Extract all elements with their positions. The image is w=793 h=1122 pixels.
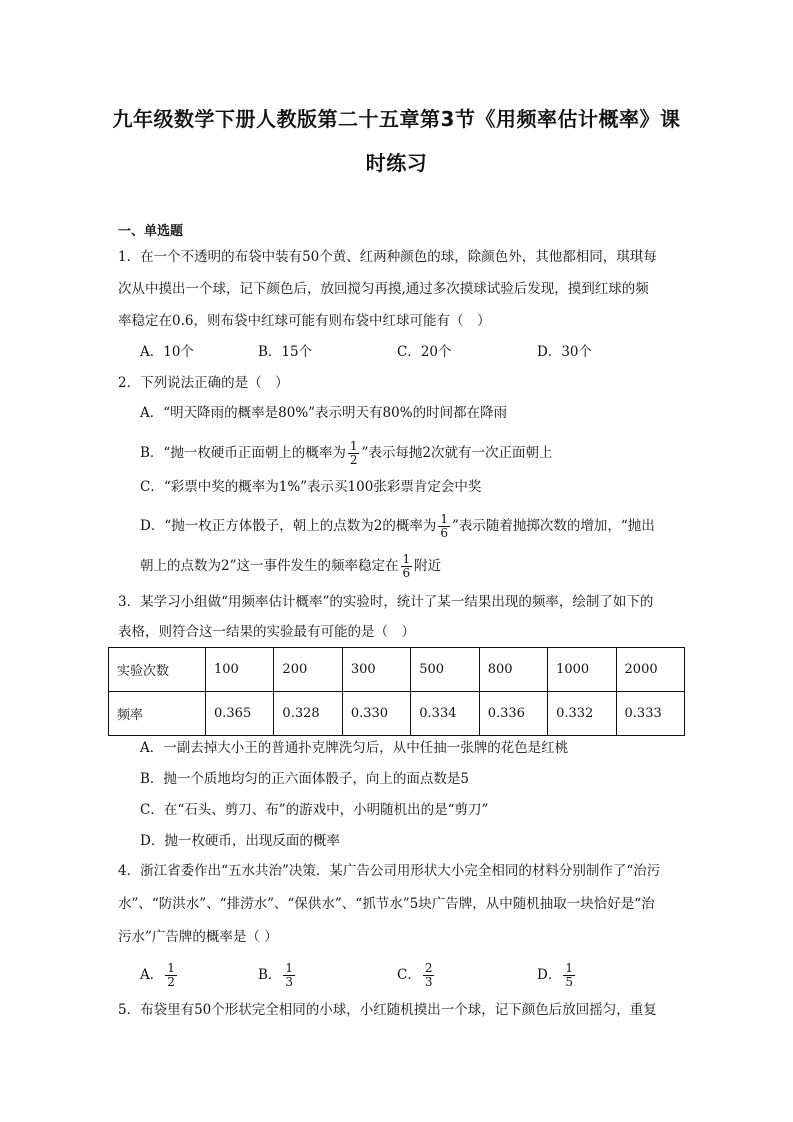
q2-stem: 2．下列说法正确的是（ ） bbox=[118, 375, 289, 391]
q4-option-b bbox=[258, 962, 297, 989]
table-cell: 500 bbox=[411, 648, 479, 692]
q2-option-d2-text-end: 附近 bbox=[414, 558, 442, 574]
table-cell: 0.365 bbox=[206, 692, 274, 736]
q3-line2: 表格，则符合这一结果的实验最有可能的是（ ） bbox=[118, 624, 415, 640]
q4-option-a bbox=[140, 962, 179, 989]
fraction-denominator: 6 bbox=[440, 526, 448, 540]
q2-option-d bbox=[140, 513, 655, 540]
table-cell: 300 bbox=[342, 648, 410, 692]
q3-option-a: A．一副去掉大小王的普通扑克牌洗匀后，从中任抽一张牌的花色是红桃 bbox=[140, 740, 569, 756]
q4-option-b-label: B． bbox=[258, 967, 282, 983]
table-cell: 0.328 bbox=[274, 692, 342, 736]
section-heading: 一、单选题 bbox=[118, 224, 184, 239]
q1-option-d: D．30个 bbox=[537, 344, 593, 360]
fraction-numerator: 2 bbox=[424, 961, 433, 975]
fraction-denominator: 3 bbox=[285, 975, 294, 989]
fraction-numerator: 1 bbox=[440, 512, 448, 526]
q1-line2: 次从中摸出一个球，记下颜色后，放回搅匀再摸,通过多次摸球试验后发现，摸到红球的频 bbox=[118, 281, 649, 297]
q4-option-d-label: D． bbox=[537, 967, 562, 983]
table-row bbox=[109, 692, 685, 736]
q4-option-d bbox=[537, 962, 577, 989]
fraction-numerator: 1 bbox=[285, 961, 294, 975]
table-header-cell: 实验次数 bbox=[109, 648, 206, 692]
table-cell: 1000 bbox=[548, 648, 616, 692]
q2-option-c: C．“彩票中奖的概率为1%”表示买100张彩票肯定会中奖 bbox=[140, 479, 482, 495]
frequency-table bbox=[108, 647, 685, 736]
fraction-numerator: 1 bbox=[565, 961, 573, 975]
q2-option-d2-text: 朝上的点数为2”这一事件发生的频率稳定在 bbox=[140, 558, 399, 574]
q4-option-d-fraction bbox=[563, 962, 575, 989]
q2-option-b-text: B．“抛一枚硬币正面朝上的概率为 bbox=[140, 445, 346, 461]
q1-option-b: B．15个 bbox=[258, 344, 313, 360]
q3-option-b: B．抛一个质地均匀的正六面体骰子，向上的面点数是5 bbox=[140, 771, 470, 787]
table-header-cell: 频率 bbox=[109, 692, 206, 736]
q2-option-b bbox=[140, 440, 552, 467]
q1-option-a: A．10个 bbox=[140, 344, 194, 360]
q1-line1: 1．在一个不透明的布袋中装有50个黄、红两种颜色的球，除颜色外，其他都相同，琪琪每 bbox=[118, 249, 657, 265]
q2-option-d-text: D．“抛一枚正方体骰子，朝上的点数为2的概率为 bbox=[140, 518, 437, 534]
q4-option-a-label: A． bbox=[140, 967, 164, 983]
page-title-line2: 时练习 bbox=[365, 151, 428, 175]
table-cell: 800 bbox=[479, 648, 547, 692]
q4-option-b-fraction bbox=[283, 962, 295, 989]
fraction-numerator: 1 bbox=[349, 439, 358, 453]
q3-option-d: D．抛一枚硬币，出现反面的概率 bbox=[140, 833, 340, 849]
q4-line1: 4．浙江省委作出“五水共治”决策．某广告公司用形状大小完全相同的材料分别制作了“治污 bbox=[118, 863, 661, 879]
fraction-denominator: 5 bbox=[565, 975, 573, 989]
q1-option-c: C．20个 bbox=[397, 344, 452, 360]
q5-line1: 5．布袋里有50个形状完全相同的小球，小红随机摸出一个球，记下颜色后放回摇匀，重复 bbox=[118, 1002, 657, 1018]
q4-line3: 污水”广告牌的概率是（ ） bbox=[118, 929, 278, 945]
q2-option-d-text-end: ”表示随着抛掷次数的增加，“抛出 bbox=[451, 518, 655, 534]
q4-option-c-fraction bbox=[423, 962, 435, 989]
table-cell: 0.336 bbox=[479, 692, 547, 736]
q4-option-a-fraction bbox=[165, 962, 177, 989]
q2-option-a: A．“明天降雨的概率是80%”表示明天有80%的时间都在降雨 bbox=[140, 405, 508, 421]
q4-option-c bbox=[397, 962, 436, 989]
q2-option-d-fraction bbox=[438, 513, 450, 540]
fraction-numerator: 1 bbox=[402, 552, 411, 566]
table-row bbox=[109, 648, 685, 692]
table-cell: 100 bbox=[206, 648, 274, 692]
table-cell: 0.332 bbox=[548, 692, 616, 736]
fraction-numerator: 1 bbox=[167, 961, 175, 975]
fraction-denominator: 2 bbox=[167, 975, 175, 989]
q3-line1: 3．某学习小组做“用频率估计概率”的实验时，统计了某一结果出现的频率，绘制了如下的 bbox=[118, 594, 654, 610]
q2-option-d2-fraction bbox=[401, 553, 413, 580]
fraction-denominator: 3 bbox=[424, 975, 433, 989]
fraction-denominator: 2 bbox=[349, 453, 358, 467]
q4-option-c-label: C． bbox=[397, 967, 421, 983]
table-cell: 200 bbox=[274, 648, 342, 692]
table-cell: 0.334 bbox=[411, 692, 479, 736]
fraction-denominator: 6 bbox=[402, 566, 411, 580]
q4-line2: 水”、“防洪水”、“排涝水”、“保供水”、“抓节水”5块广告牌，从中随机抽取一块恰好是“治 bbox=[118, 896, 655, 912]
q2-option-b-fraction bbox=[348, 440, 360, 467]
table-cell: 0.333 bbox=[616, 692, 684, 736]
table-cell: 2000 bbox=[616, 648, 684, 692]
q2-option-d-continued bbox=[140, 553, 441, 580]
q3-option-c: C．在“石头、剪刀、布”的游戏中，小明随机出的是“剪刀” bbox=[140, 802, 489, 818]
q2-option-b-text-end: ”表示每抛2次就有一次正面朝上 bbox=[361, 445, 553, 461]
page-title-line1: 九年级数学下册人教版第二十五章第3节《用频率估计概率》课 bbox=[112, 107, 681, 131]
table-cell: 0.330 bbox=[342, 692, 410, 736]
q1-line3: 率稳定在0.6，则布袋中红球可能有则布袋中红球可能有（ ） bbox=[118, 313, 491, 329]
